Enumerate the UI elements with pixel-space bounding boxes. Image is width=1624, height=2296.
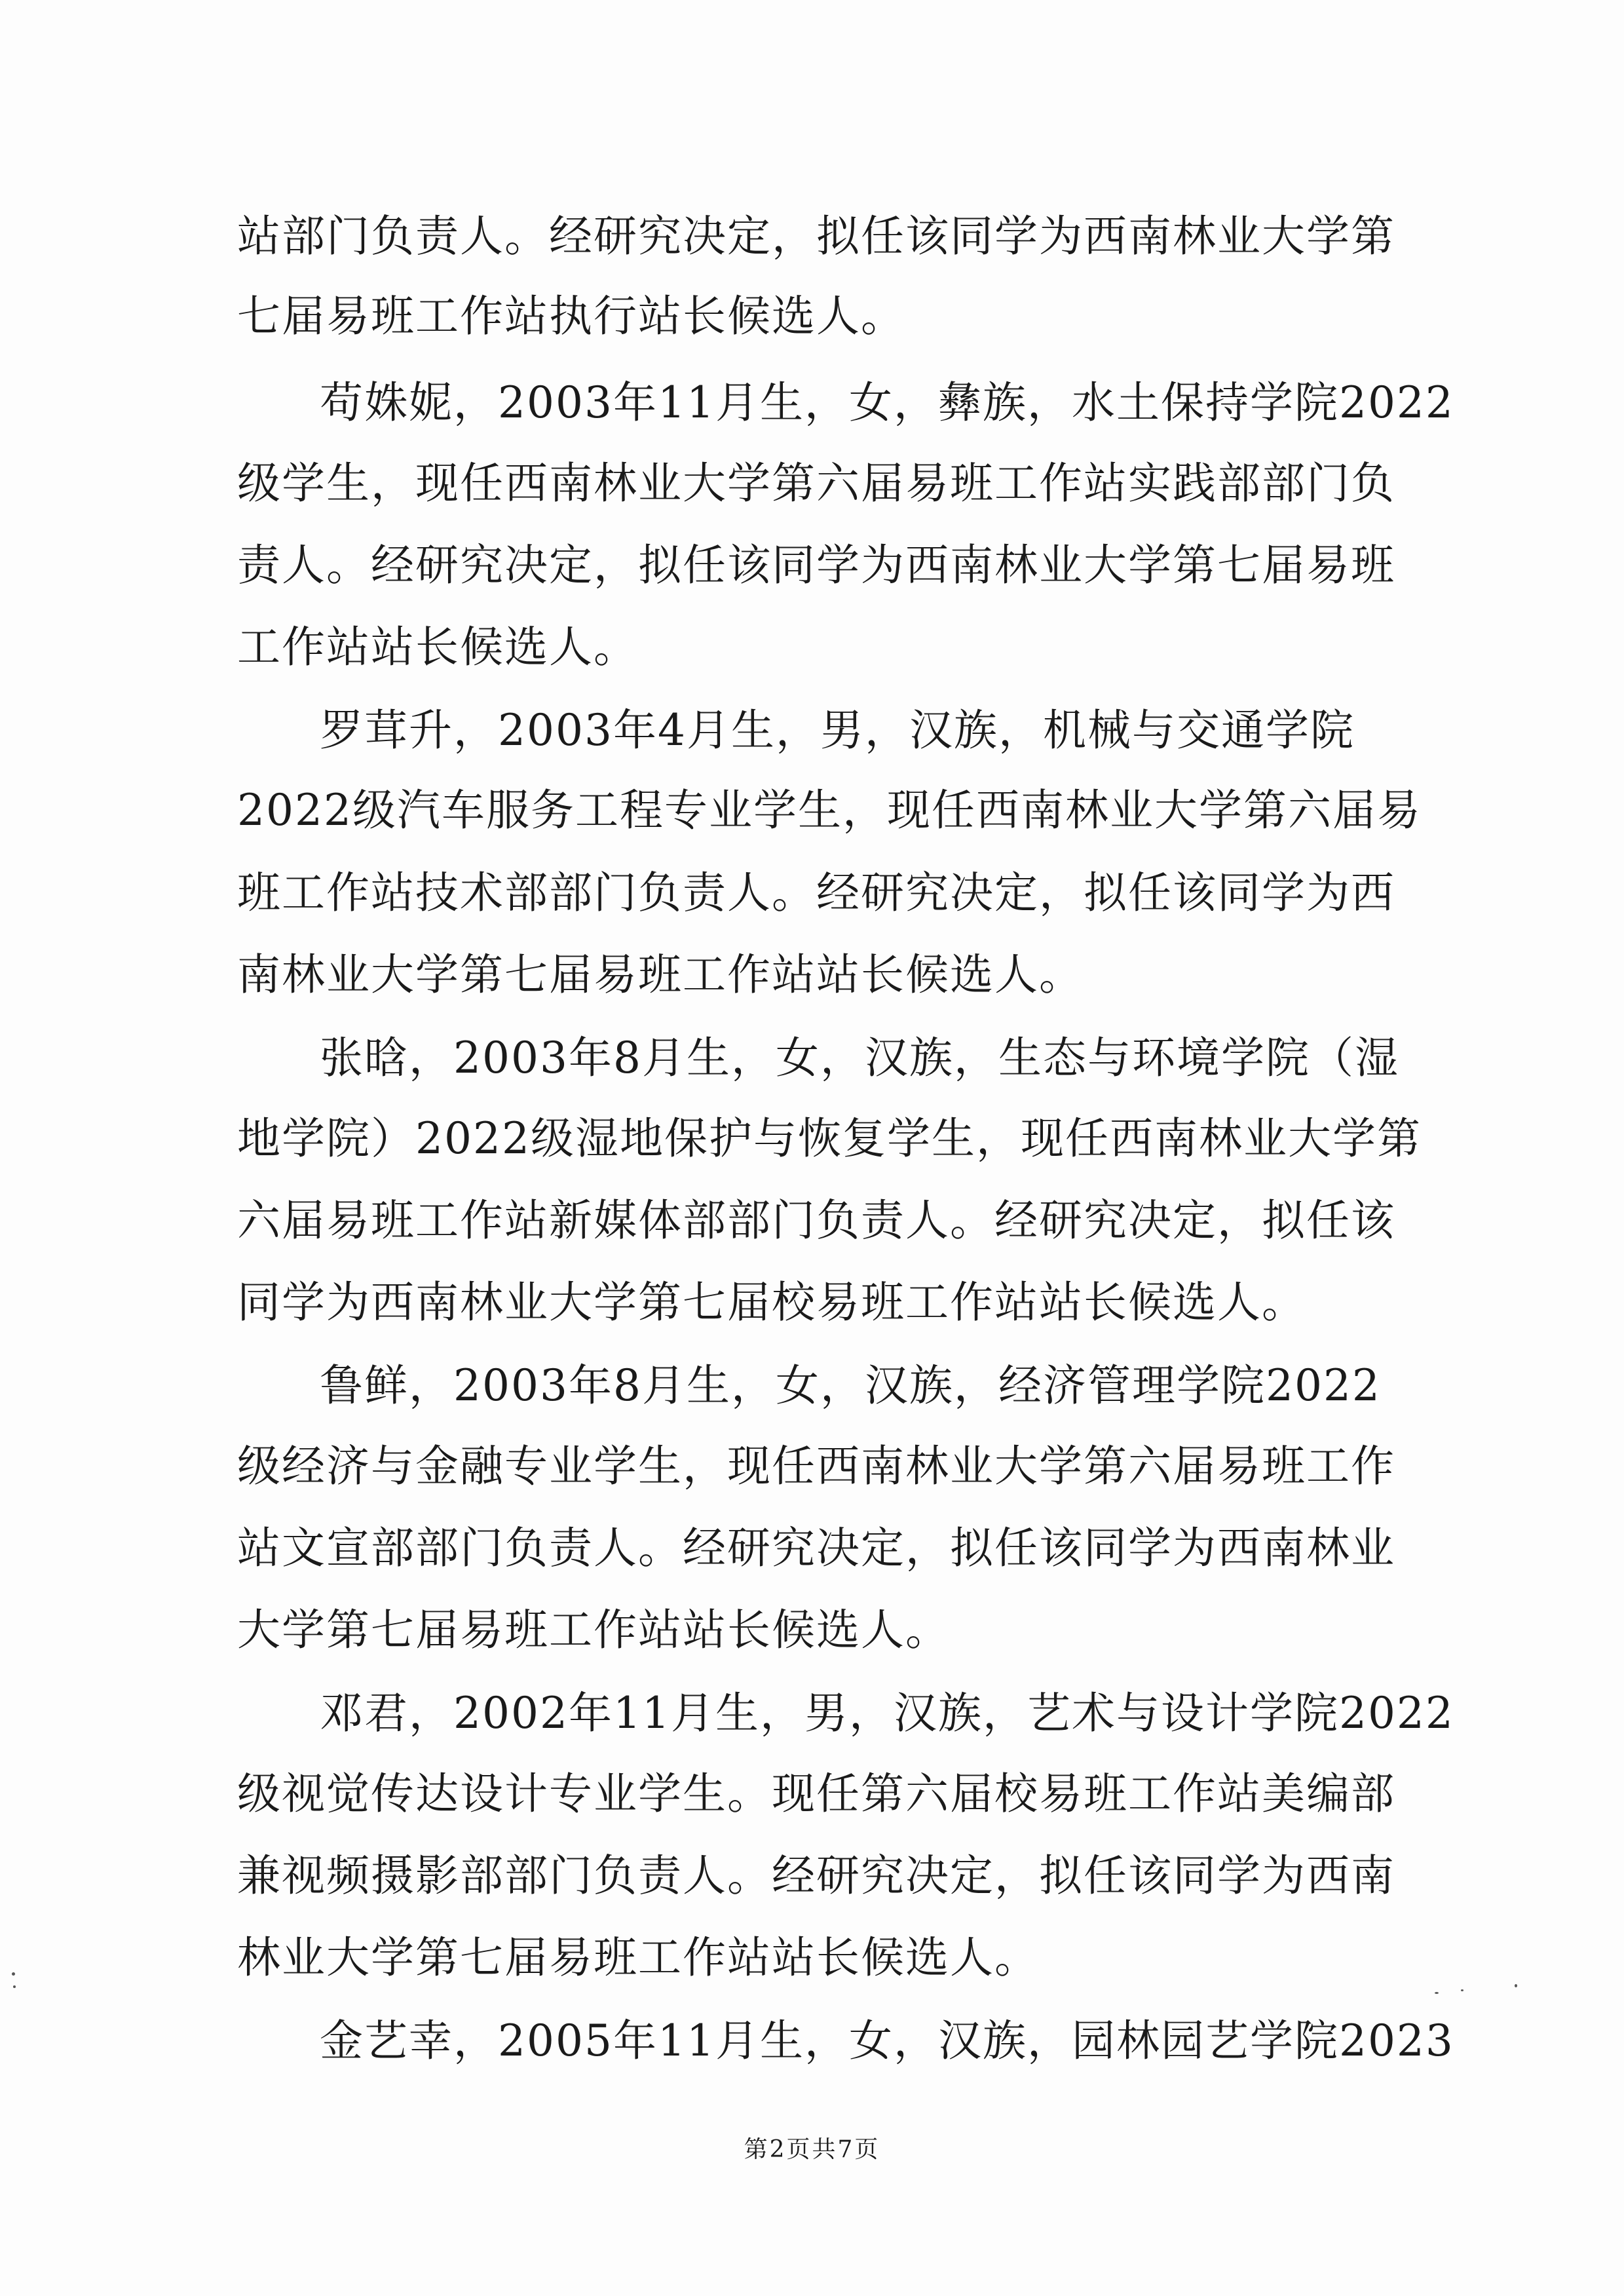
- text-line: 南林业大学第七届易班工作站站长候选人。: [237, 949, 1084, 1000]
- text-line: 级学生，现任西南林业大学第六届易班工作站实践部部门负: [237, 458, 1395, 508]
- page-number-footer: 第2页共7页: [744, 2136, 880, 2163]
- text-line: 站部门负责人。经研究决定，拟任该同学为西南林业大学第: [237, 211, 1395, 261]
- scan-speck: [1515, 1984, 1517, 1987]
- scan-speck: [13, 1985, 16, 1988]
- text-line: 鲁鲜，2003年8月生，女，汉族，经济管理学院2022: [320, 1360, 1381, 1411]
- text-line: 苟姝妮，2003年11月生，女，彝族，水土保持学院2022: [320, 377, 1454, 428]
- scan-speck: [12, 1972, 15, 1976]
- text-line: 级经济与金融专业学生，现任西南林业大学第六届易班工作: [237, 1441, 1395, 1491]
- text-line: 级视觉传达设计专业学生。现任第六届校易班工作站美编部: [237, 1769, 1395, 1819]
- text-line: 金艺幸，2005年11月生，女，汉族，园林园艺学院2023: [320, 2016, 1454, 2066]
- text-line: 站文宣部部门负责人。经研究决定，拟任该同学为西南林业: [237, 1523, 1395, 1573]
- text-line: 班工作站技术部部门负责人。经研究决定，拟任该同学为西: [237, 868, 1395, 918]
- text-line: 七届易班工作站执行站长候选人。: [237, 291, 905, 341]
- text-line: 大学第七届易班工作站站长候选人。: [237, 1605, 950, 1655]
- text-line: 罗茸升，2003年4月生，男，汉族，机械与交通学院: [320, 705, 1355, 756]
- scan-speck: [1435, 1992, 1439, 1994]
- text-line: 兼视频摄影部部门负责人。经研究决定，拟任该同学为西南: [237, 1850, 1395, 1901]
- text-line: 地学院）2022级湿地保护与恢复学生，现任西南林业大学第: [237, 1113, 1422, 1164]
- text-line: 张晗，2003年8月生，女，汉族，生态与环境学院（湿: [320, 1033, 1399, 1083]
- scan-speck: [1461, 1989, 1463, 1991]
- text-line: 2022级汽车服务工程专业学生，现任西南林业大学第六届易: [237, 785, 1422, 835]
- text-line: 林业大学第七届易班工作站站长候选人。: [237, 1932, 1039, 1983]
- text-line: 六届易班工作站新媒体部部门负责人。经研究决定，拟任该: [237, 1195, 1395, 1246]
- text-line: 工作站站长候选人。: [237, 622, 638, 672]
- text-line: 邓君，2002年11月生，男，汉族，艺术与设计学院2022: [320, 1688, 1454, 1738]
- text-line: 责人。经研究决定，拟任该同学为西南林业大学第七届易班: [237, 540, 1395, 590]
- text-line: 同学为西南林业大学第七届校易班工作站站长候选人。: [237, 1277, 1306, 1328]
